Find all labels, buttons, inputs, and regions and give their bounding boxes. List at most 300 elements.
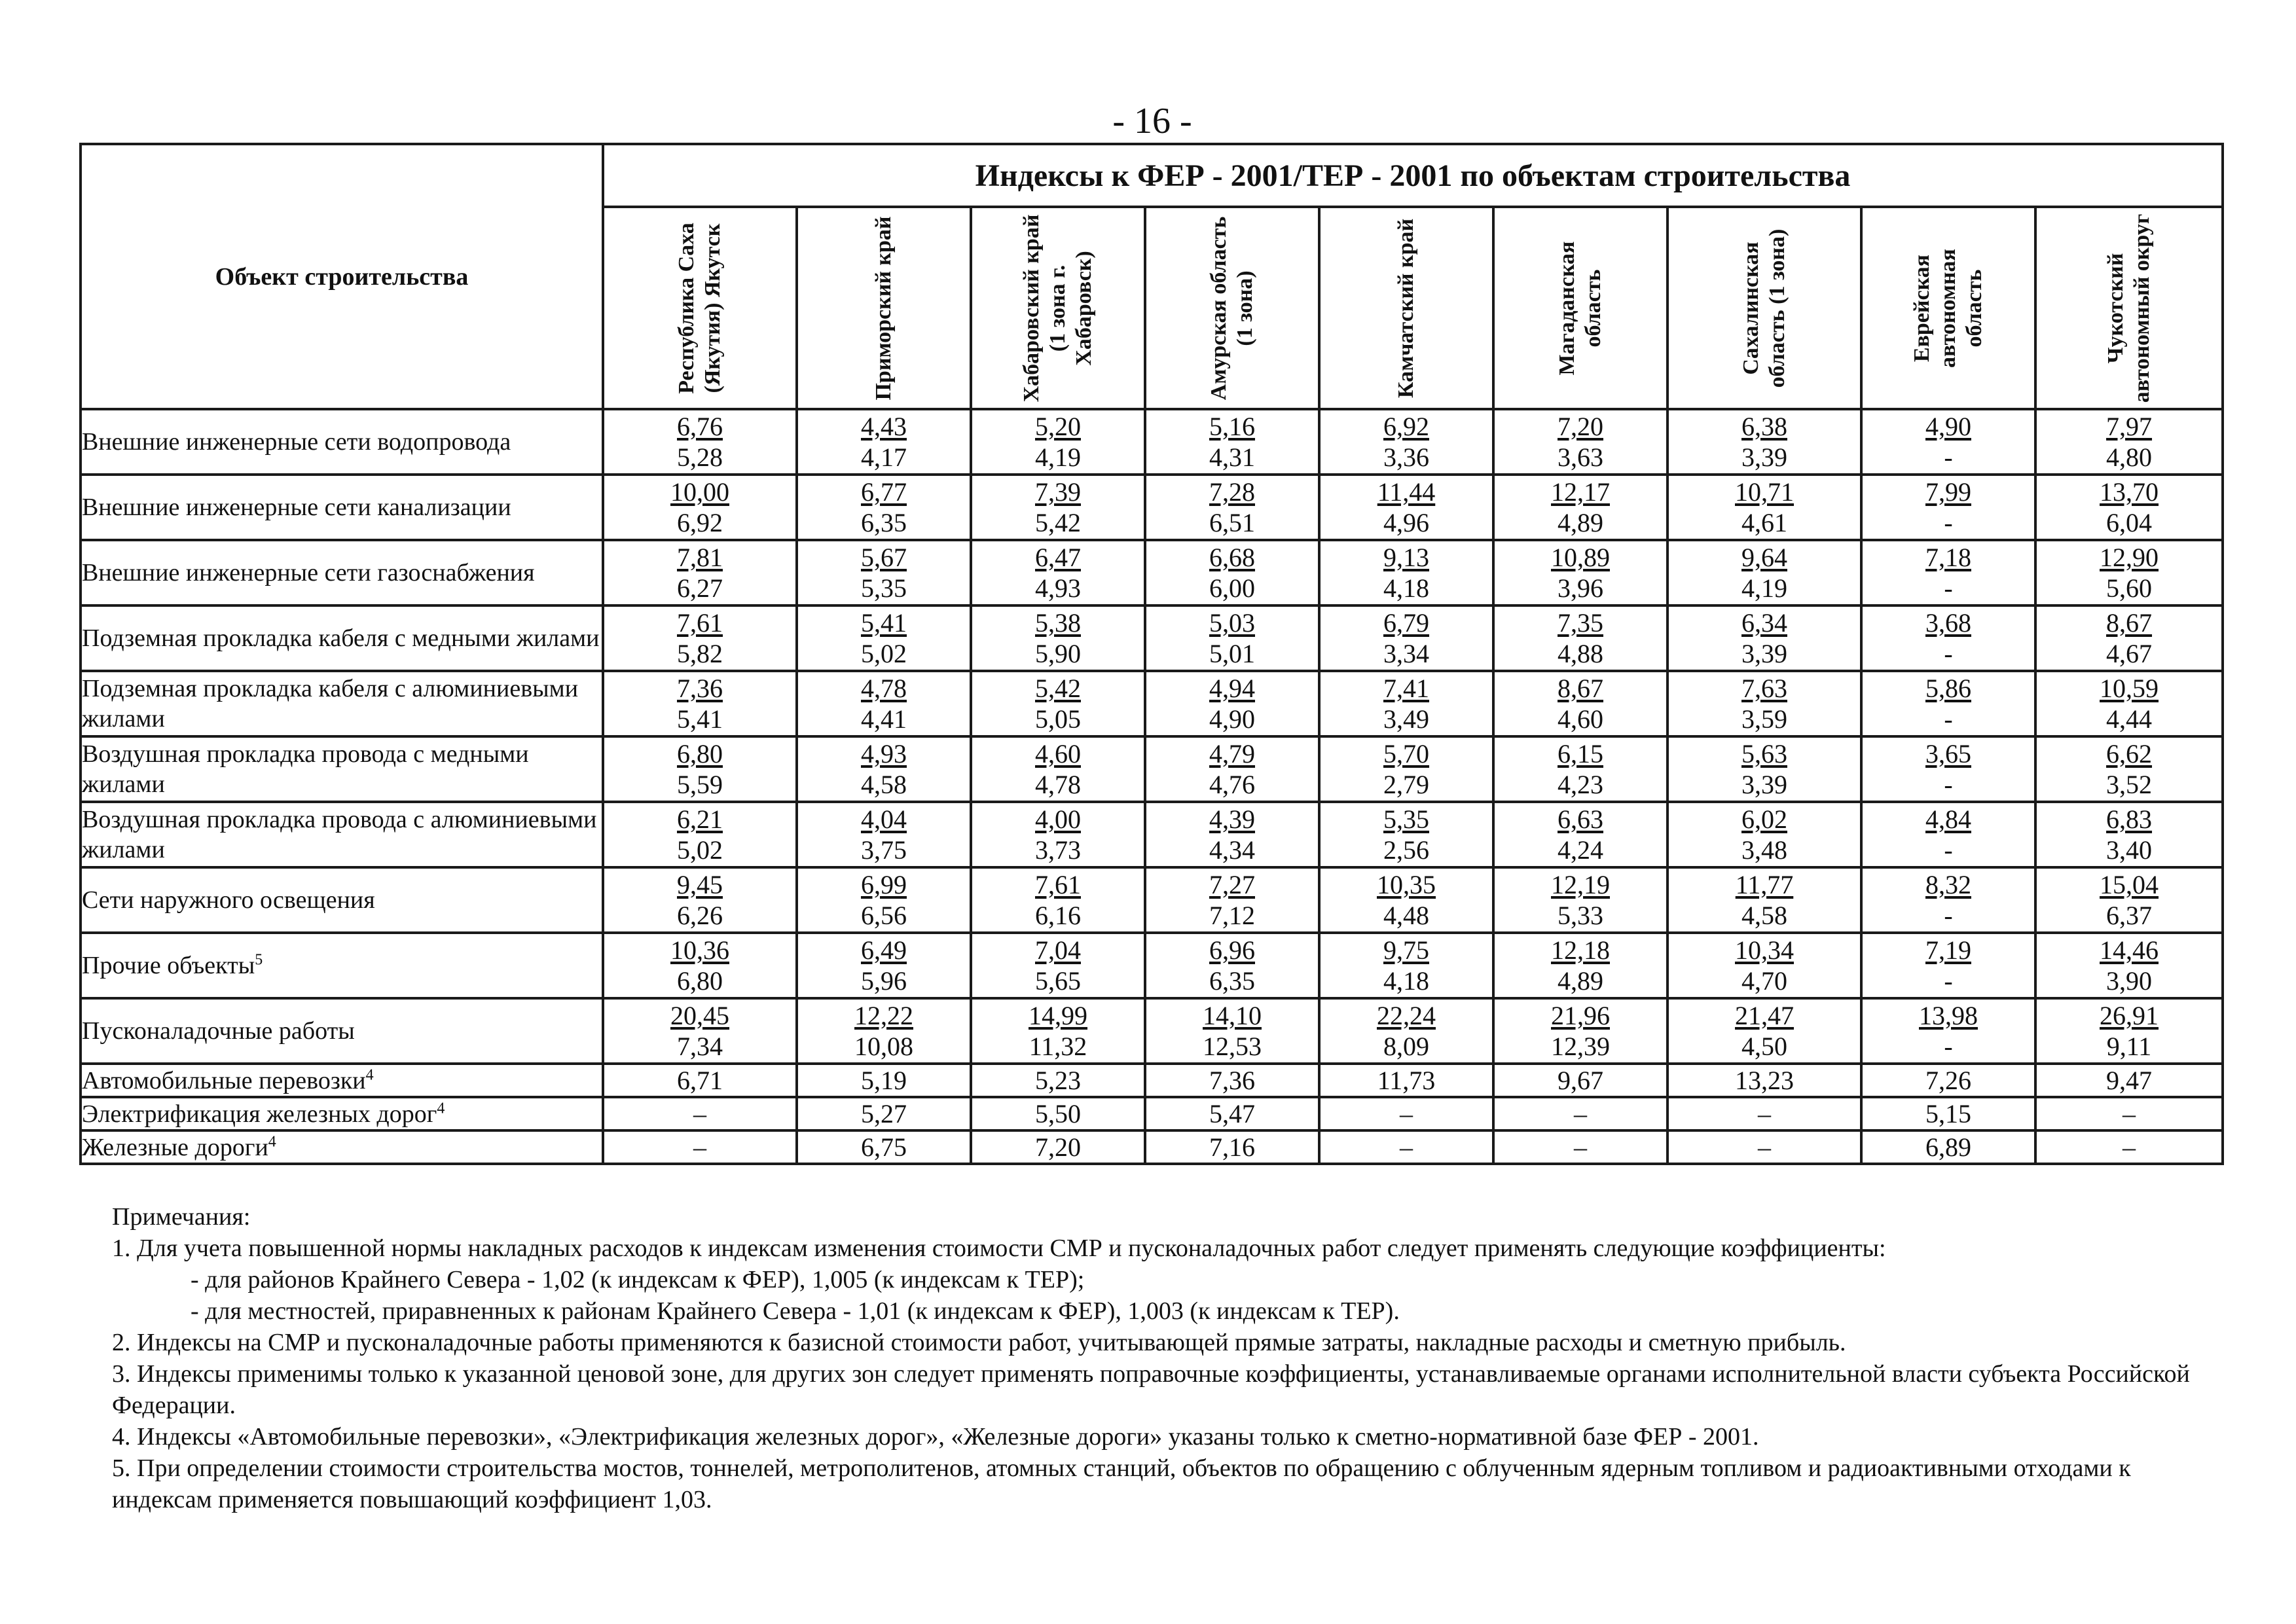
region-header: [2035, 207, 2223, 409]
index-cell: [1319, 998, 1493, 1064]
fer-value: 10,35: [1377, 870, 1436, 899]
index-cell: [797, 671, 971, 736]
ter-value: 6,00: [1209, 573, 1255, 603]
index-value: 11,73: [1377, 1066, 1436, 1095]
note-5: 5. При определении стоимости строительства мостов, тоннелей, метрополитенов, атомных станций, объектов по обращению с облученным ядерным топливом и радиоактивными отходами к индексам применяется повышающий коэффициент 1,03.: [112, 1454, 2131, 1513]
index-cell: [603, 933, 797, 998]
index-cell: [1145, 605, 1319, 671]
fer-value: 6,21: [677, 804, 723, 834]
index-cell: [2035, 540, 2223, 605]
fer-value: 5,67: [861, 543, 907, 572]
ter-value: -: [1944, 1032, 1953, 1061]
fer-value: 7,19: [1925, 935, 1971, 965]
ter-value: 4,50: [1741, 1032, 1787, 1061]
fer-value: 3,65: [1925, 739, 1971, 768]
fer-value: 20,45: [670, 1001, 729, 1030]
index-cell: [1493, 998, 1667, 1064]
ter-value: 4,23: [1558, 770, 1603, 799]
fer-value: 8,67: [2106, 608, 2153, 638]
fer-value: 10,00: [670, 477, 729, 507]
ter-value: 12,53: [1203, 1032, 1262, 1061]
ter-value: 5,96: [861, 966, 907, 996]
fer-value: 7,61: [677, 608, 723, 638]
table-row: [81, 736, 2223, 802]
region-label: Приморский край: [871, 216, 896, 401]
region-header: [1861, 207, 2035, 409]
index-cell: [797, 867, 971, 933]
index-cell: [1861, 671, 2035, 736]
fer-value: 7,81: [677, 543, 723, 572]
ter-value: 6,80: [677, 966, 723, 996]
index-value: –: [1758, 1099, 1771, 1128]
index-cell: [1861, 475, 2035, 540]
notes-section: [112, 1201, 2194, 1515]
index-cell: [1145, 802, 1319, 867]
index-cell: [1861, 867, 2035, 933]
index-value: –: [1574, 1132, 1587, 1162]
region-label: Сахалинская область (1 зона): [1739, 228, 1789, 388]
index-value: 5,23: [1035, 1066, 1081, 1095]
region-header: [797, 207, 971, 409]
fer-value: 12,19: [1551, 870, 1610, 899]
fer-value: 22,24: [1377, 1001, 1436, 1030]
ter-value: 4,31: [1209, 442, 1255, 472]
index-cell: [1319, 1064, 1493, 1097]
table-row: [81, 605, 2223, 671]
fer-value: 6,49: [861, 935, 907, 965]
index-cell: [1667, 998, 1861, 1064]
fer-value: 7,99: [1925, 477, 1971, 507]
object-name-text: Внешние инженерные сети канализации: [82, 494, 511, 521]
fer-value: 9,45: [677, 870, 723, 899]
fer-value: 7,28: [1209, 477, 1255, 507]
ter-value: 12,39: [1551, 1032, 1610, 1061]
index-value: 13,23: [1735, 1066, 1794, 1095]
index-cell: [797, 802, 971, 867]
index-cell: [797, 540, 971, 605]
index-cell: [971, 409, 1145, 475]
index-cell: [603, 1064, 797, 1097]
fer-value: 7,35: [1558, 608, 1603, 638]
object-name: [81, 605, 603, 671]
index-cell: [1667, 409, 1861, 475]
region-header: [603, 207, 797, 409]
index-value: 6,75: [861, 1132, 907, 1162]
index-cell: [1145, 933, 1319, 998]
ter-value: 6,27: [677, 573, 723, 603]
ter-value: 2,56: [1383, 835, 1429, 865]
index-cell: [1861, 736, 2035, 802]
index-cell: [2035, 736, 2223, 802]
index-cell: [1319, 409, 1493, 475]
fer-value: 6,92: [1383, 412, 1429, 441]
fer-value: 7,61: [1035, 870, 1081, 899]
ter-value: 3,63: [1558, 442, 1603, 472]
fer-value: 5,03: [1209, 608, 1255, 638]
index-cell: [797, 1130, 971, 1164]
ter-value: 5,05: [1035, 704, 1081, 734]
index-cell: [603, 736, 797, 802]
footnote-ref: 4: [365, 1066, 374, 1083]
index-cell: [1319, 933, 1493, 998]
ter-value: 10,08: [854, 1032, 913, 1061]
fer-value: 5,41: [861, 608, 907, 638]
fer-value: 10,89: [1551, 543, 1610, 572]
fer-value: 4,60: [1035, 739, 1081, 768]
index-value: 6,71: [677, 1066, 723, 1095]
index-cell: [1493, 802, 1667, 867]
ter-value: 4,19: [1035, 442, 1081, 472]
ter-value: 3,39: [1741, 639, 1787, 668]
index-cell: [971, 605, 1145, 671]
ter-value: 7,12: [1209, 901, 1255, 930]
index-value: –: [1574, 1099, 1587, 1128]
fer-value: 11,77: [1735, 870, 1794, 899]
object-name: [81, 475, 603, 540]
ter-value: -: [1944, 639, 1953, 668]
ter-value: 5,60: [2106, 573, 2153, 603]
index-cell: [1145, 1097, 1319, 1130]
object-name: [81, 933, 603, 998]
index-cell: [1493, 605, 1667, 671]
footnote-ref: 5: [255, 951, 263, 969]
ter-value: 4,61: [1741, 508, 1787, 537]
ter-value: -: [1944, 442, 1953, 472]
ter-value: -: [1944, 901, 1953, 930]
index-cell: [603, 1130, 797, 1164]
fer-value: 13,70: [2100, 477, 2159, 507]
region-header: [1667, 207, 1861, 409]
region-header: [1145, 207, 1319, 409]
index-cell: [1667, 1064, 1861, 1097]
indices-title: Индексы к ФЕР - 2001/ТЕР - 2001 по объектам строительства: [603, 144, 2223, 207]
fer-value: 9,64: [1741, 543, 1787, 572]
index-cell: [1667, 802, 1861, 867]
index-cell: [1667, 933, 1861, 998]
index-cell: [1493, 933, 1667, 998]
fer-value: 3,68: [1925, 608, 1971, 638]
fer-value: 6,99: [861, 870, 907, 899]
index-cell: [797, 998, 971, 1064]
index-cell: [1493, 1130, 1667, 1164]
fer-value: 10,71: [1735, 477, 1794, 507]
index-value: 5,50: [1035, 1099, 1081, 1128]
ter-value: 4,88: [1558, 639, 1603, 668]
object-name: [81, 540, 603, 605]
ter-value: 6,35: [861, 508, 907, 537]
index-value: 9,47: [2106, 1066, 2153, 1095]
object-name: [81, 1064, 603, 1097]
ter-value: 6,37: [2106, 901, 2153, 930]
ter-value: 3,75: [861, 835, 907, 865]
fer-value: 6,34: [1741, 608, 1787, 638]
footnote-ref: 4: [268, 1132, 276, 1150]
ter-value: 4,17: [861, 442, 907, 472]
index-cell: [1667, 1097, 1861, 1130]
ter-value: 4,18: [1383, 966, 1429, 996]
index-cell: [971, 1130, 1145, 1164]
region-label: Камчатский край: [1394, 218, 1418, 398]
index-value: 7,26: [1925, 1066, 1971, 1095]
index-cell: [1145, 671, 1319, 736]
index-cell: [971, 933, 1145, 998]
ter-value: 4,41: [861, 704, 907, 734]
index-cell: [1667, 540, 1861, 605]
index-cell: [971, 1097, 1145, 1130]
index-cell: [1493, 867, 1667, 933]
object-name-text: Пусконаладочные работы: [82, 1017, 355, 1045]
fer-value: 6,76: [677, 412, 723, 441]
table-row: [81, 1064, 2223, 1097]
ter-value: 4,67: [2106, 639, 2153, 668]
object-name: [81, 867, 603, 933]
index-cell: [1319, 1097, 1493, 1130]
index-cell: [1667, 1130, 1861, 1164]
index-cell: [971, 998, 1145, 1064]
fer-value: 12,18: [1551, 935, 1610, 965]
index-value: 5,47: [1209, 1099, 1255, 1128]
object-name-text: Воздушная прокладка провода с алюминиевыми жилами: [82, 806, 597, 863]
ter-value: 3,36: [1383, 442, 1429, 472]
fer-value: 4,94: [1209, 674, 1255, 703]
notes-heading: Примечания:: [112, 1203, 251, 1231]
object-name-text: Внешние инженерные сети газоснабжения: [82, 559, 535, 586]
ter-value: 6,26: [677, 901, 723, 930]
index-cell: [1861, 540, 2035, 605]
index-cell: [971, 736, 1145, 802]
fer-value: 7,36: [677, 674, 723, 703]
object-name: [81, 1097, 603, 1130]
index-cell: [1493, 475, 1667, 540]
ter-value: 4,19: [1741, 573, 1787, 603]
index-cell: [2035, 475, 2223, 540]
indices-table: [79, 143, 2224, 1165]
object-name: [81, 998, 603, 1064]
fer-value: 6,62: [2106, 739, 2153, 768]
ter-value: 4,18: [1383, 573, 1429, 603]
ter-value: 4,48: [1383, 901, 1429, 930]
fer-value: 7,04: [1035, 935, 1081, 965]
object-name-text: Автомобильные перевозки: [82, 1066, 366, 1094]
index-cell: [1667, 671, 1861, 736]
region-label: Чукотский автономный округ: [2104, 213, 2155, 403]
fer-value: 9,75: [1383, 935, 1429, 965]
index-cell: [1319, 1130, 1493, 1164]
fer-value: 6,38: [1741, 412, 1787, 441]
index-cell: [2035, 867, 2223, 933]
index-cell: [1667, 736, 1861, 802]
table-row: [81, 671, 2223, 736]
fer-value: 14,10: [1203, 1001, 1262, 1030]
index-cell: [1145, 1130, 1319, 1164]
ter-value: 5,59: [677, 770, 723, 799]
ter-value: 3,49: [1383, 704, 1429, 734]
index-cell: [971, 671, 1145, 736]
fer-value: 4,90: [1925, 412, 1971, 441]
index-value: 7,36: [1209, 1066, 1255, 1095]
ter-value: 4,89: [1558, 508, 1603, 537]
index-cell: [1861, 1130, 2035, 1164]
table-row: [81, 867, 2223, 933]
index-value: 7,20: [1035, 1132, 1081, 1162]
fer-value: 21,96: [1551, 1001, 1610, 1030]
index-cell: [1861, 1064, 2035, 1097]
ter-value: 6,51: [1209, 508, 1255, 537]
ter-value: 3,34: [1383, 639, 1429, 668]
index-cell: [797, 933, 971, 998]
fer-value: 6,68: [1209, 543, 1255, 572]
ter-value: 5,82: [677, 639, 723, 668]
index-value: 7,16: [1209, 1132, 1255, 1162]
ter-value: 6,04: [2106, 508, 2153, 537]
index-cell: [1493, 671, 1667, 736]
ter-value: 4,78: [1035, 770, 1081, 799]
fer-value: 6,63: [1558, 804, 1603, 834]
fer-value: 6,83: [2106, 804, 2153, 834]
ter-value: 6,16: [1035, 901, 1081, 930]
fer-value: 4,79: [1209, 739, 1255, 768]
index-cell: [1319, 475, 1493, 540]
fer-value: 9,13: [1383, 543, 1429, 572]
ter-value: 5,28: [677, 442, 723, 472]
index-cell: [1493, 540, 1667, 605]
ter-value: 4,96: [1383, 508, 1429, 537]
index-value: –: [1400, 1132, 1413, 1162]
index-value: –: [693, 1132, 706, 1162]
fer-value: 12,22: [854, 1001, 913, 1030]
index-cell: [797, 1097, 971, 1130]
index-cell: [2035, 933, 2223, 998]
index-cell: [1145, 867, 1319, 933]
ter-value: 9,11: [2106, 1032, 2152, 1061]
index-cell: [797, 1064, 971, 1097]
index-cell: [2035, 998, 2223, 1064]
index-cell: [603, 802, 797, 867]
ter-value: 4,90: [1209, 704, 1255, 734]
region-label: Магаданская область: [1555, 241, 1605, 375]
fer-value: 4,78: [861, 674, 907, 703]
fer-value: 6,47: [1035, 543, 1081, 572]
index-cell: [1145, 540, 1319, 605]
index-cell: [1319, 867, 1493, 933]
ter-value: 6,92: [677, 508, 723, 537]
ter-value: 5,01: [1209, 639, 1255, 668]
ter-value: 5,35: [861, 573, 907, 603]
ter-value: 6,56: [861, 901, 907, 930]
fer-value: 12,90: [2100, 543, 2159, 572]
object-name-text: Внешние инженерные сети водопровода: [82, 428, 511, 456]
index-cell: [1861, 933, 2035, 998]
ter-value: 6,35: [1209, 966, 1255, 996]
index-cell: [797, 475, 971, 540]
table-body: [81, 409, 2223, 1164]
fer-value: 6,02: [1741, 804, 1787, 834]
ter-value: 4,58: [1741, 901, 1787, 930]
note-3: 3. Индексы применимы только к указанной ценовой зоне, для других зон следует применять поправочные коэффициенты, устанавливаемые органами исполнительной власти субъекта Российской Федерации.: [112, 1360, 2190, 1419]
index-cell: [1145, 1064, 1319, 1097]
table-row: [81, 998, 2223, 1064]
ter-value: 7,34: [677, 1032, 723, 1061]
ter-value: 3,39: [1741, 770, 1787, 799]
region-header: [1493, 207, 1667, 409]
index-cell: [971, 802, 1145, 867]
index-cell: [603, 540, 797, 605]
index-cell: [1319, 605, 1493, 671]
fer-value: 21,47: [1735, 1001, 1794, 1030]
fer-value: 26,91: [2100, 1001, 2159, 1030]
region-label: Республика Саха (Якутия) Якутск: [674, 222, 725, 394]
region-label: Амурская область (1 зона): [1207, 216, 1257, 400]
ter-value: 5,02: [677, 835, 723, 865]
fer-value: 6,77: [861, 477, 907, 507]
index-cell: [1667, 605, 1861, 671]
index-cell: [971, 475, 1145, 540]
ter-value: 3,96: [1558, 573, 1603, 603]
footnote-ref: 4: [437, 1099, 445, 1117]
table-row: [81, 475, 2223, 540]
index-cell: [1319, 736, 1493, 802]
index-cell: [1319, 671, 1493, 736]
fer-value: 7,39: [1035, 477, 1081, 507]
fer-value: 7,27: [1209, 870, 1255, 899]
ter-value: 3,40: [2106, 835, 2153, 865]
region-label: Хабаровский край (1 зона г. Хабаровск): [1019, 214, 1096, 402]
fer-value: 4,43: [861, 412, 907, 441]
ter-value: 5,42: [1035, 508, 1081, 537]
index-cell: [797, 736, 971, 802]
note-1: 1. Для учета повышенной нормы накладных расходов к индексам изменения стоимости СМР и пусконаладочных работ следует применять следующие коэффициенты:: [112, 1235, 1886, 1262]
fer-value: 6,80: [677, 739, 723, 768]
table-row: [81, 1130, 2223, 1164]
region-header: [971, 207, 1145, 409]
index-cell: [1493, 409, 1667, 475]
index-cell: [1861, 802, 2035, 867]
object-name-text: Прочие объекты: [82, 952, 255, 979]
fer-value: 7,41: [1383, 674, 1429, 703]
object-name: [81, 1130, 603, 1164]
table-row: [81, 409, 2223, 475]
index-cell: [1861, 998, 2035, 1064]
object-name: [81, 409, 603, 475]
ter-value: 4,34: [1209, 835, 1255, 865]
fer-value: 4,39: [1209, 804, 1255, 834]
index-cell: [603, 671, 797, 736]
fer-value: 5,86: [1925, 674, 1971, 703]
index-value: 5,19: [861, 1066, 907, 1095]
index-cell: [2035, 1097, 2223, 1130]
index-cell: [1319, 802, 1493, 867]
index-cell: [1145, 998, 1319, 1064]
index-cell: [1861, 1097, 2035, 1130]
index-cell: [1319, 540, 1493, 605]
ter-value: -: [1944, 508, 1953, 537]
ter-value: 3,39: [1741, 442, 1787, 472]
index-cell: [603, 998, 797, 1064]
index-cell: [2035, 1130, 2223, 1164]
fer-value: 5,38: [1035, 608, 1081, 638]
fer-value: 6,79: [1383, 608, 1429, 638]
index-cell: [1145, 409, 1319, 475]
index-cell: [797, 409, 971, 475]
ter-value: 4,60: [1558, 704, 1603, 734]
index-cell: [2035, 409, 2223, 475]
ter-value: 4,58: [861, 770, 907, 799]
page-number: - 16 -: [1112, 101, 1192, 141]
ter-value: -: [1944, 704, 1953, 734]
index-value: –: [693, 1099, 706, 1128]
table-row: [81, 802, 2223, 867]
object-name-text: Подземная прокладка кабеля с алюминиевыми жилами: [82, 675, 579, 732]
